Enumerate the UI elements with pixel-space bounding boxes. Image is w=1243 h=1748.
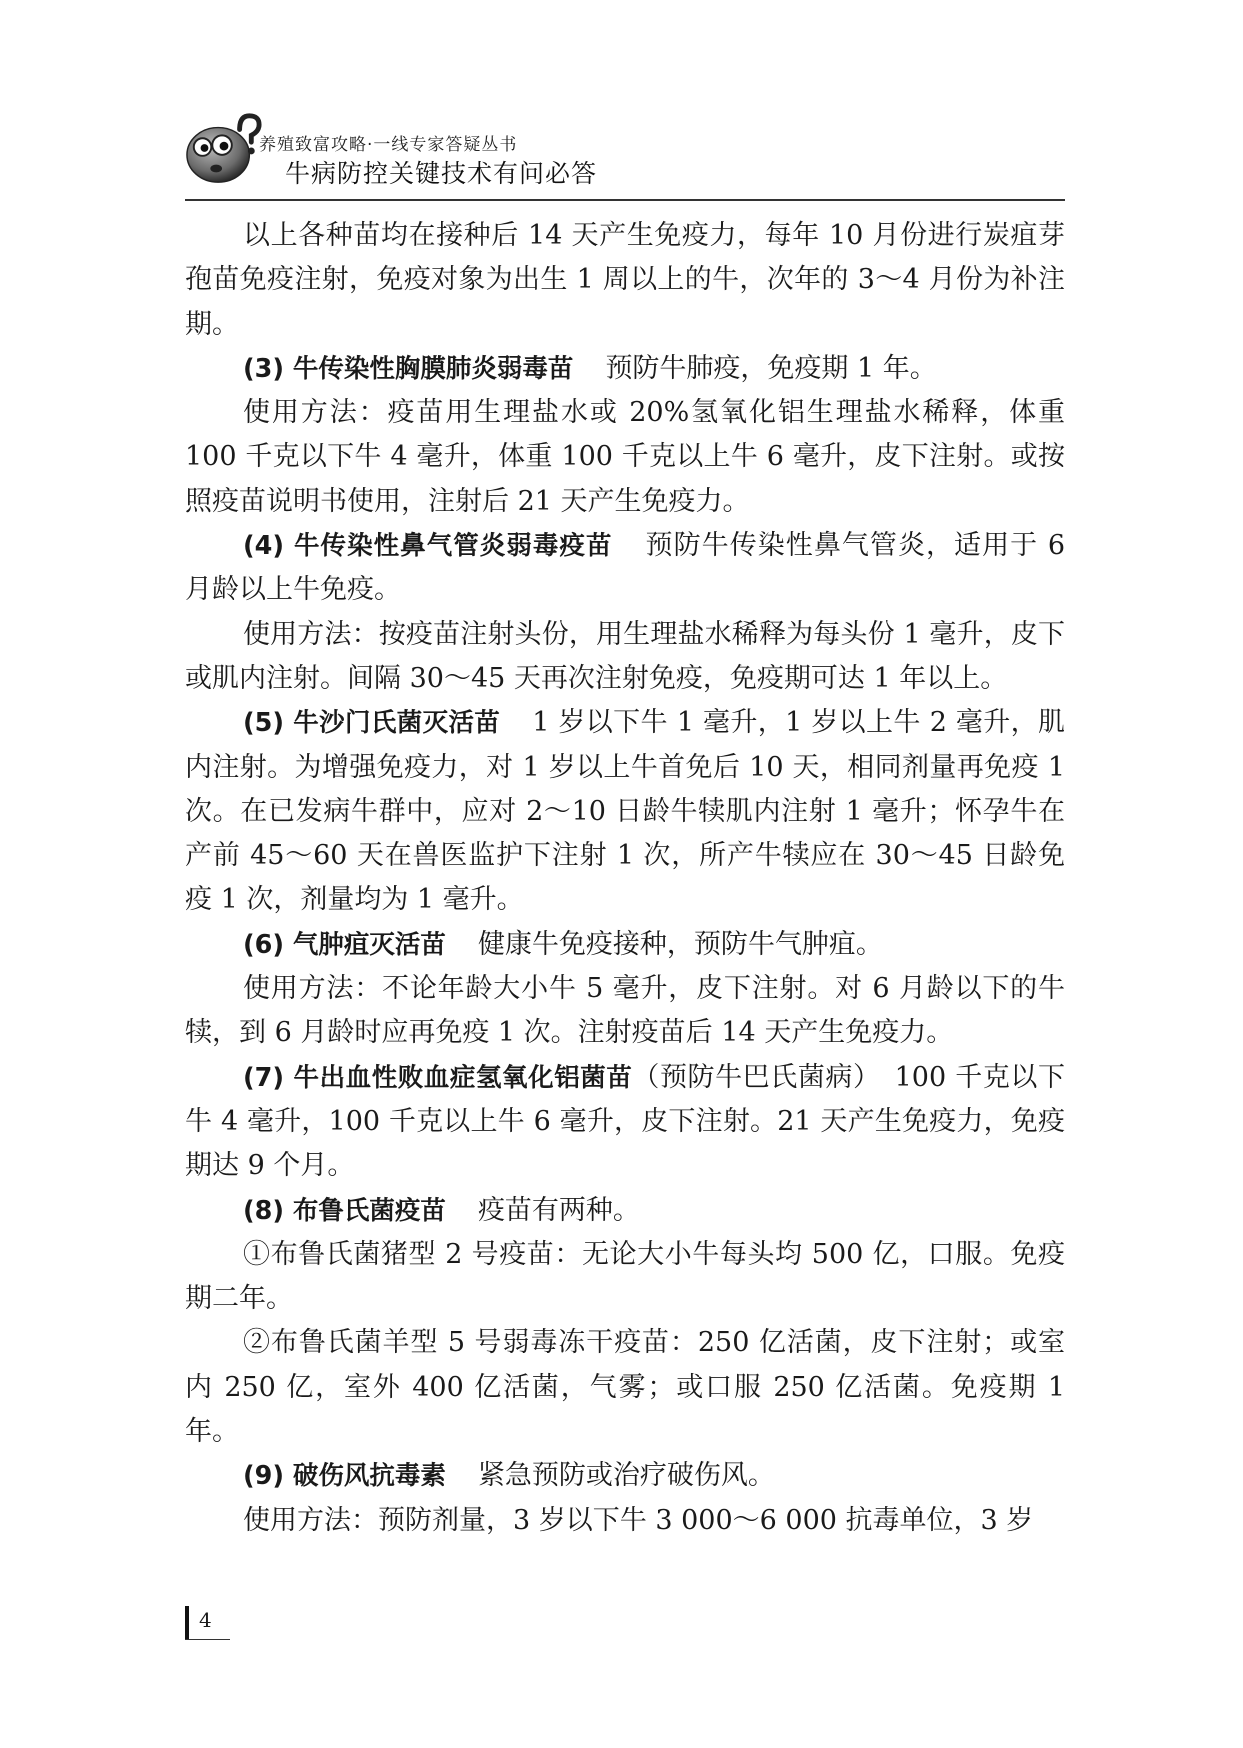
vaccine-heading: (7) 牛出血性败血症氢氧化铝菌苗	[243, 1062, 633, 1093]
paragraph: (7) 牛出血性败血症氢氧化铝菌苗（预防牛巴氏菌病） 100 千克以下牛 4 毫升，100 千克以上牛 6 毫升，皮下注射。21 天产生免疫力，免疫期达 9 个月。	[185, 1061, 1065, 1182]
series-title: 养殖致富攻略·一线专家答疑丛书	[259, 135, 518, 155]
paragraph: (4) 牛传染性鼻气管炎弱毒疫苗 预防牛传染性鼻气管炎，适用于 6 月龄以上牛免疫。	[185, 530, 1065, 606]
folio-bar	[185, 1606, 189, 1640]
paragraph: ②布鲁氏菌羊型 5 号弱毒冻干疫苗：250 亿活菌，皮下注射；或室内 250 亿，室外 400 亿活菌，气雾；或口服 250 亿活菌。免疫期 1 年。	[185, 1327, 1065, 1448]
paragraph: (3) 牛传染性胸膜肺炎弱毒苗 预防牛肺疫，免疫期 1 年。	[243, 352, 937, 384]
paragraph: 使用方法：按疫苗注射头份，用生理盐水稀释为每头份 1 毫升，皮下或肌内注射。间隔 30～45 天再次注射免疫，免疫期可达 1 年以上。	[185, 618, 1065, 694]
paragraph: (9) 破伤风抗毒素 紧急预防或治疗破伤风。	[243, 1460, 775, 1492]
running-header	[185, 98, 1065, 198]
vaccine-heading: (8) 布鲁氏菌疫苗	[243, 1195, 446, 1226]
paragraph: 以上各种苗均在接种后 14 天产生免疫力，每年 10 月份进行炭疽芽孢苗免疫注射，免疫对象为出生 1 周以上的牛，次年的 3～4 月份为补注期。	[185, 220, 1065, 340]
vaccine-heading: (4) 牛传染性鼻气管炎弱毒疫苗	[243, 531, 613, 562]
paragraph: (8) 布鲁氏菌疫苗 疫苗有两种。	[243, 1194, 640, 1226]
paragraph: (5) 牛沙门氏菌灭活苗 1 岁以下牛 1 毫升，1 岁以上牛 2 毫升，肌内注射。为增强免疫力，对 1 岁以上牛首免后 10 天，相同剂量再免疫 1 次。在已发病牛群中，应对 2～10 日龄牛犊肌内注射 1 毫升；怀孕牛在产前 45～60 天在兽医监护下注射 1 次，所产牛犊应在 30～45 日龄免疫 1 次，剂量均为 1 毫升。	[185, 707, 1065, 916]
folio-rule	[185, 1639, 230, 1640]
page-folio	[185, 1606, 235, 1640]
body-text	[185, 214, 1065, 1543]
paragraph: 使用方法：疫苗用生理盐水或 20%氢氧化铝生理盐水稀释，体重 100 千克以下牛 4 毫升，体重 100 千克以上牛 6 毫升，皮下注射。或按照疫苗说明书使用，注射后 21 天产生免疫力。	[185, 397, 1065, 517]
paragraph: ①布鲁氏菌猪型 2 号疫苗：无论大小牛每头均 500 亿，口服。免疫期二年。	[185, 1238, 1065, 1315]
paragraph: 使用方法：预防剂量，3 岁以下牛 3 000～6 000 抗毒单位，3 岁	[243, 1504, 1034, 1536]
header-rule	[185, 199, 1065, 201]
vaccine-heading: (5) 牛沙门氏菌灭活苗	[243, 708, 501, 739]
vaccine-heading: (9) 破伤风抗毒素	[243, 1461, 446, 1492]
page-number: 4	[199, 1608, 212, 1632]
paragraph: (6) 气肿疽灭活苗 健康牛免疫接种，预防牛气肿疽。	[243, 928, 883, 960]
vaccine-heading: (3) 牛传染性胸膜肺炎弱毒苗	[243, 353, 574, 384]
paragraph: 使用方法：不论年龄大小牛 5 毫升，皮下注射。对 6 月龄以下的牛犊，到 6 月龄时应再免疫 1 次。注射疫苗后 14 天产生免疫力。	[185, 973, 1065, 1049]
question-mascot-logo	[185, 110, 263, 188]
vaccine-heading: (6) 气肿疽灭活苗	[243, 929, 446, 960]
book-title: 牛病防控关键技术有问必答	[285, 159, 598, 188]
